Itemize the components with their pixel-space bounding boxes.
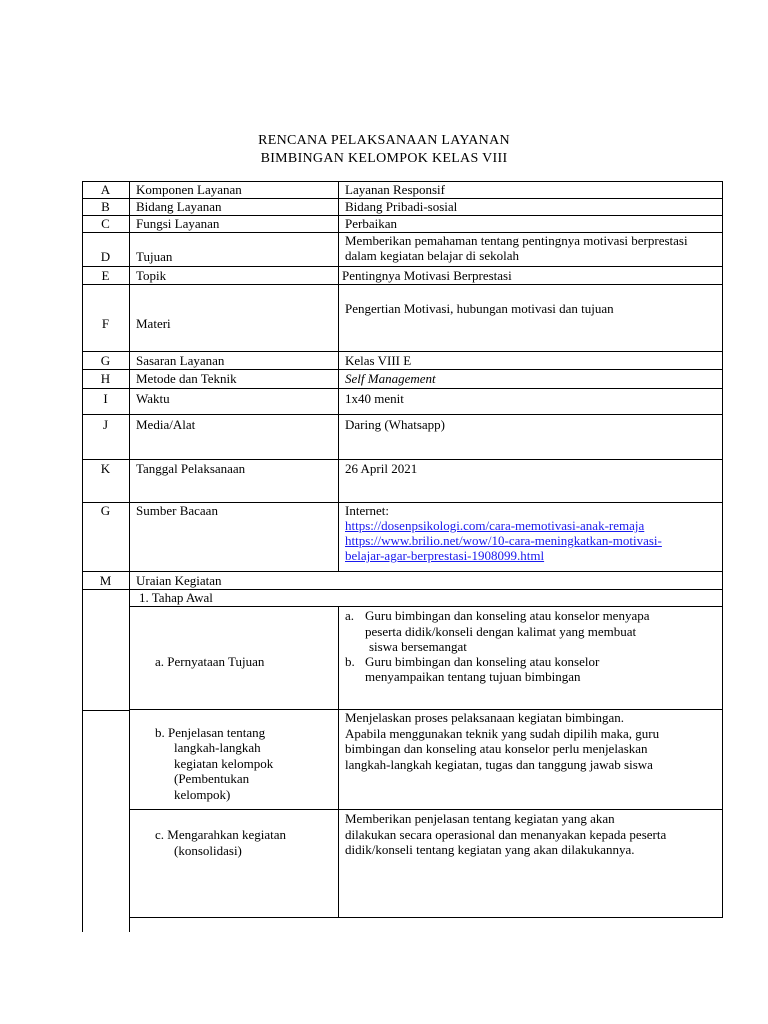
row-value: Daring (Whatsapp) <box>345 417 445 432</box>
activity-label-line: c. Mengarahkan kegiatan <box>155 827 287 842</box>
activity-text-line: didik/konseli tentang kegiatan yang akan dilakukannya. <box>345 842 635 857</box>
row-code: C <box>101 216 110 231</box>
table-rule <box>129 809 723 810</box>
row-label: Sasaran Layanan <box>136 353 225 368</box>
document-title-line-1: RENCANA PELAKSANAAN LAYANAN <box>258 133 510 148</box>
row-code: A <box>100 182 111 197</box>
row-code: G <box>100 353 111 368</box>
activity-label-line: (konsolidasi) <box>174 843 242 858</box>
row-code: K <box>100 461 111 476</box>
activity-text-line: siswa bersemangat <box>369 639 467 654</box>
table-rule <box>129 606 723 607</box>
row-value: 1x40 menit <box>345 391 404 406</box>
table-rule <box>82 266 723 267</box>
table-rule <box>82 414 723 415</box>
row-value: Self Management <box>345 371 436 386</box>
row-label: Komponen Layanan <box>136 182 242 197</box>
source-link[interactable]: https://www.brilio.net/wow/10-cara-meningkatkan-motivasi- <box>345 533 662 548</box>
activity-label-line: (Pembentukan <box>174 771 250 786</box>
row-code: E <box>101 268 110 283</box>
row-code: J <box>102 417 109 432</box>
table-border-right <box>722 181 723 918</box>
table-rule <box>82 710 129 711</box>
stage-heading: 1. Tahap Awal <box>139 590 213 605</box>
row-label: Sumber Bacaan <box>136 503 218 518</box>
source-link[interactable]: belajar-agar-berprestasi-1908099.html <box>345 548 545 563</box>
table-rule <box>82 388 723 389</box>
row-label: Uraian Kegiatan <box>136 573 222 588</box>
activity-label-line: b. Penjelasan tentang <box>155 725 266 740</box>
row-label: Topik <box>136 268 167 283</box>
row-code: H <box>100 371 111 386</box>
row-value: Perbaikan <box>345 216 397 231</box>
activity-text-line: Apabila menggunakan teknik yang sudah dipilih maka, guru <box>345 726 660 741</box>
activity-text-line: Memberikan penjelasan tentang kegiatan yang akan <box>345 811 615 826</box>
table-rule <box>82 571 723 572</box>
table-rule <box>82 369 723 370</box>
table-rule <box>82 284 723 285</box>
activity-text-line: Menjelaskan proses pelaksanaan kegiatan bimbingan. <box>345 710 625 725</box>
activity-text-line: langkah-langkah kegiatan, tugas dan tanggung jawab siswa <box>345 757 653 772</box>
source-link[interactable]: https://dosenpsikologi.com/cara-memotivasi-anak-remaja <box>345 518 645 533</box>
activity-label-line: kegiatan kelompok <box>174 756 274 771</box>
activity-label: a. Pernyataan Tujuan <box>155 654 265 669</box>
row-code: I <box>103 391 108 406</box>
activity-label-line: kelompok) <box>174 787 231 802</box>
table-column-divider <box>338 606 339 918</box>
row-value: Bidang Pribadi-sosial <box>345 199 458 214</box>
activity-text-line: dilakukan secara operasional dan menanyakan kepada peserta <box>345 827 667 842</box>
row-code: B <box>101 199 110 214</box>
row-value-line: dalam kegiatan belajar di sekolah <box>345 248 519 263</box>
table-rule <box>129 917 723 918</box>
sources-intro: Internet: <box>345 503 390 518</box>
row-value-line: Memberikan pemahaman tentang pentingnya motivasi berprestasi <box>345 233 688 248</box>
activity-text-line: Guru bimbingan dan konseling atau konselor <box>365 654 600 669</box>
row-value: Kelas VIII E <box>345 353 412 368</box>
table-rule <box>82 459 723 460</box>
activity-text-line: Guru bimbingan dan konseling atau konselor menyapa <box>365 608 650 623</box>
row-label: Waktu <box>136 391 170 406</box>
row-code: G <box>100 503 111 518</box>
activity-label-line: langkah-langkah <box>174 740 261 755</box>
row-label: Tujuan <box>136 249 173 264</box>
row-label: Media/Alat <box>136 417 196 432</box>
row-label: Materi <box>136 316 171 331</box>
row-value: 26 April 2021 <box>345 461 418 476</box>
row-code: M <box>99 573 112 588</box>
row-label: Fungsi Layanan <box>136 216 220 231</box>
table-border-left <box>82 711 83 932</box>
table-rule <box>82 351 723 352</box>
row-code: D <box>100 249 111 264</box>
row-label: Metode dan Teknik <box>136 371 237 386</box>
row-value: Pengertian Motivasi, hubungan motivasi dan tujuan <box>345 301 614 316</box>
table-column-divider <box>129 181 130 932</box>
activity-text-line: bimbingan dan konseling atau konselor perlu menjelaskan <box>345 741 648 756</box>
list-marker: a. <box>345 608 355 623</box>
row-label: Bidang Layanan <box>136 199 222 214</box>
row-label: Tanggal Pelaksanaan <box>136 461 246 476</box>
row-value: Pentingnya Motivasi Berprestasi <box>342 268 512 283</box>
activity-text-line: peserta didik/konseli dengan kalimat yang membuat <box>365 624 637 639</box>
table-column-divider <box>338 181 339 572</box>
activity-text-line: menyampaikan tentang tujuan bimbingan <box>365 669 581 684</box>
document-title-line-2: BIMBINGAN KELOMPOK KELAS VIII <box>260 151 508 166</box>
row-value: Layanan Responsif <box>345 182 446 197</box>
list-marker: b. <box>345 654 355 669</box>
row-code: F <box>101 316 110 331</box>
